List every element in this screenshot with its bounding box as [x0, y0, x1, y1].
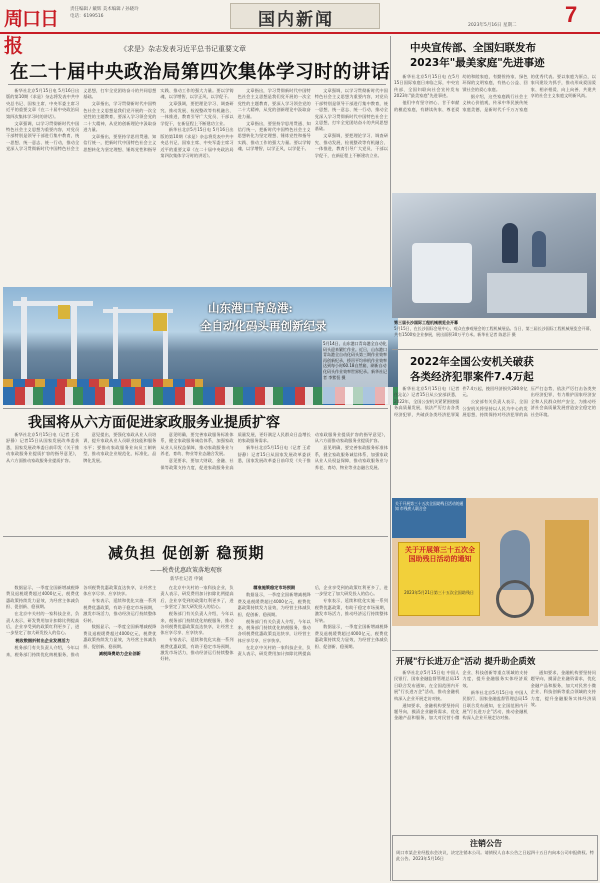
crane-cab	[153, 313, 167, 331]
person-figure	[532, 231, 546, 267]
lead-rule	[8, 84, 386, 85]
tax-paragraph: 在北京中关村的一家科技企业，负责人表示，研发费用加计扣除比例提高后，企业享受到的政策红利更多了，进一步坚定了加大研发投入的信心。	[160, 585, 234, 610]
crane-leg	[21, 297, 27, 387]
crane-cab	[58, 305, 70, 319]
section-rule	[3, 408, 388, 409]
port-headline-2: 全自动化码头再创新纪录	[200, 319, 327, 333]
tax-paragraph: 专家表示，延续和优化实施一系列税费优惠政策，有助于稳定市场预期，激发市场活力，推动经济运行持续整体好转。	[314, 598, 388, 623]
port-headline-1: 山东港口青岛港:	[208, 301, 293, 315]
lead-paragraph: 文章指出，学习贯彻新时代中国特色社会主义思想是我们党开展的一次全党性的主题教育，要深入学习领会党的二十大精神，从党的创新理论中汲取奋进力量。	[83, 101, 157, 132]
tax-section-head: 精准施策稳定市场预期	[253, 585, 296, 590]
bank-paragraph: 通知要求，金融机构要坚持问题导向，摸清企业融资需求，优化金融产品和服务，加大对民营小微企业、科技创新等重点领域的支持力度，提升金融服务实体经济质效。	[394, 670, 528, 721]
issue-date: 2023年5月16日 星期二	[468, 23, 517, 28]
section-rule	[3, 536, 388, 537]
crime-paragraph: 公安部有关负责人表示，全国公安机关将坚持以人民为中心的发展思想，持续保持对经济犯罪的高压严打态势，依法严厉打击各类突出经济犯罪，有力维护国家经济安全和人民群众财产安全，为推动经济社会高质量发展营造安全稳定的社会环境。	[462, 386, 596, 418]
tax-subhead: ——税费优惠政策落地观察	[150, 567, 223, 574]
poster-caption: 2023年5月21日第三十五次全国助残日	[404, 590, 474, 595]
tax-paragraph: 税务部门有关负责人介绍，今年以来，税务部门持续优化纳税服务，推动各项税费优惠政策直达快享，让经营主体应享尽享、应享快享。	[6, 585, 157, 657]
person-figure	[502, 223, 518, 263]
crane-boom	[13, 301, 93, 306]
expo-photo	[392, 193, 596, 318]
family-headline-1: 中央宣传部、全国妇联发布	[410, 42, 536, 54]
expo-caption-title: 第三届长沙国际工程机械展览会开幕	[394, 320, 458, 325]
tax-body	[6, 585, 388, 881]
section-rule	[392, 349, 598, 350]
phone-line: 电话：6199516	[70, 14, 104, 19]
poster-illustration	[545, 520, 589, 616]
service-paragraph: 意见提出，要强化家政从业人员培训，提升家政从业人员职业技能和服务水平；要推动家政服务业向员工制转型，推动家政企业规范化、标准化、品牌化发展。	[83, 432, 157, 463]
tax-paragraph: 数据显示，一季度全国新增减税降费及退税缓费超过4000亿元，税费优惠政策持续发力显效，为经营主体减负担、促创新、稳预期。	[314, 624, 388, 649]
machine-shape	[412, 243, 472, 303]
service-paragraph: 意见要求，要加大财政、金融、社保等政策支持力度，促进家政服务业高质量发展，更好满足人民群众日益增长的家政服务需求。	[160, 432, 311, 470]
crane-leg	[113, 307, 118, 387]
bank-paragraph: 通知要求，金融机构要坚持问题导向，摸清企业融资需求，优化金融产品和服务，加大对民营小微企业、科技创新等重点领域的支持力度，提升金融服务实体经济质效。	[530, 670, 596, 708]
notice-title: 注销公告	[470, 839, 502, 848]
crime-headline-1: 2022年全国公安机关破获	[410, 356, 534, 368]
tax-paragraph: 在北京中关村的一家科技企业，负责人表示，研发费用加计扣除比例提高后，企业享受到的政策红利更多了，进一步坚定了加大研发投入的信心。	[237, 585, 388, 657]
editor-line: 责任编辑 / 戴辉 美术编辑 / 孙晓玲	[70, 7, 139, 12]
column-divider	[390, 36, 391, 881]
family-headline-2: 2023年"最美家庭"先进事迹	[410, 57, 545, 69]
port-caption: 5月14日，山东港口青岛港全自动化码头迎来繁忙作业。近日，山东港口青岛港全自动化码头第三期作业效率再创新纪录，桥吊平均单机作业效率达到每小时60.18自然箱，刷新自动化码头作业效率世界纪录。新华社记者 李紫恒 摄	[322, 340, 388, 404]
tax-section-head: 减税降费助力企业创新	[98, 651, 141, 657]
machine-shape	[487, 273, 587, 313]
section-title: 国内新闻	[258, 10, 334, 30]
bank-body	[394, 670, 596, 830]
tax-headline: 减负担 促创新 稳预期	[108, 544, 265, 562]
service-paragraph: 意见明确，要完善家政服务标准体系，健全家政服务诚信体系，加强家政从业人员权益保障，推动家政服务业与养老、育幼、物业等业态融合发展。	[314, 445, 388, 470]
service-headline: 我国将从六方面促进家政服务业提质扩容	[28, 415, 280, 431]
bank-paragraph: 新华社北京5月15日电 中国人民银行、国家金融监督管理总局15日联合发布通知，在全国范围内开展"行长进万企"活动，推动金融机构深入企业开展走访对接。	[394, 670, 460, 701]
family-paragraph: 他们中有坚守初心、甘于奉献的模范家庭，有耕读传家、尊老爱幼的和睦家庭，有勤俭持家、绿色环保的文明家庭，有热心公益、回馈社会的爱心家庭。	[394, 74, 528, 112]
family-body	[394, 74, 596, 190]
tax-byline: 新华社记者 申铖	[170, 577, 203, 582]
lead-kicker: 《求是》杂志发表习近平总书记重要文章	[120, 45, 246, 53]
tax-section-head: 税收数据折射出企业发展活力	[15, 637, 70, 643]
bank-headline: 开展"行长进万企"活动 提升助企质效	[396, 657, 536, 667]
page-number: 7	[565, 2, 578, 27]
notice-text: 周口市某企业经股东会决议，决定注销本公司。请债权人自本公告之日起四十五日内向本公司申报债权。特此公告。2023年5月16日	[396, 850, 594, 862]
lead-paragraph: 文章指出，要坚持学思用贯通、知信行统一，把新时代中国特色社会主义思想转化为坚定理想、锤炼党性和指导实践、推动工作的强大力量。要以学铸魂，以学增智，以学正风，以学促干。	[83, 88, 234, 152]
service-paragraph: 新华社北京5月15日电（记者 王希 舒静）记者15日从国家发展改革委获悉，国家发展改革委日前印发《关于推动家政服务业提质扩容的指导意见》，从六方面推动家政服务业提质扩容。	[6, 432, 80, 463]
wheelchair-wheel	[496, 580, 534, 618]
tax-paragraph: 数据显示，一季度全国新增减税降费及退税缓费超过4000亿元，税费优惠政策持续发力显效，为经营主体减负担、促创新、稳预期。	[237, 592, 311, 617]
crime-body	[394, 386, 596, 494]
masthead-rule	[0, 32, 600, 34]
family-paragraph: 据介绍，这些家庭践行社会主义核心价值观，传承中华民族传统家庭美德，是新时代千千万万家庭的优秀代表。要以家庭为原点，以家风建设为抓手，推动形成爱国爱家、相亲相爱、向上向善、共建共享的社会主义家庭文明新风尚。	[462, 74, 596, 112]
service-paragraph: 意见明确，要完善家政服务标准体系，健全家政服务诚信体系，加强家政从业人员权益保障，推动家政服务业与养老、育幼、物业等业态融合发展。	[160, 432, 234, 457]
lead-headline: 在二十届中央政治局第四次集体学习时的讲话	[10, 62, 391, 83]
tax-paragraph: 税务部门有关负责人介绍，今年以来，税务部门持续优化纳税服务，推动各项税费优惠政策直达快享，让经营主体应享尽享、应享快享。	[237, 618, 311, 643]
poster-title: 关于开展第三十五次全国助残日活动的通知	[405, 546, 475, 563]
crane-leg	[71, 301, 77, 387]
newspaper-logo: 周口日报	[4, 8, 59, 57]
lead-body	[6, 88, 388, 284]
notice-ad-text: 关于开展第三十五次全国助残日活动的通知 市残疾人联合会	[395, 501, 464, 511]
crime-headline-2: 各类经济犯罪案件7.4万起	[410, 371, 534, 383]
tax-paragraph: 数据显示，一季度全国新增减税降费及退税缓费超过4000亿元，税费优惠政策持续发力显效，为经营主体减负担、促创新、稳预期。	[6, 585, 80, 610]
family-paragraph: 新华社北京5月15日电 在5月15日国际家庭日来临之际，中央宣传部、全国妇联向社会宣传发布2023年"最美家庭"先进事迹。	[394, 74, 460, 99]
container-stack	[3, 379, 203, 387]
lead-paragraph: 文章指出，学习贯彻新时代中国特色社会主义思想是我们党开展的一次全党性的主题教育，要深入学习领会党的二十大精神，从党的创新理论中汲取奋进力量。	[237, 88, 311, 119]
crime-paragraph: 新华社北京5月15日电（记者 任沁沁）记者15日从公安部获悉，2022年，全国公安机关紧紧围绕服务高质量发展，依法严厉打击各类经济犯罪，共破获各类经济犯罪案件7.4万起，挽回经济损失280余亿元。	[394, 386, 528, 417]
lead-paragraph: 文章强调，以学习贯彻新时代中国特色社会主义思想为重要内容，对党员干部特别是领导干部进行集中教育，统一思想、统一意志、统一行动，推动全党深入学习贯彻新时代中国特色社会主义思想，打牢全党团结奋斗的共同思想基础。	[314, 88, 388, 132]
expo-caption-text: 5月15日，在长沙国际会展中心，观众在参观展会的工程机械展品。当日，第三届长沙国际工程机械展览会开幕，共有1500家企业参展，展出面积30万平方米。新华社记者 陈思汗 摄	[394, 326, 594, 337]
tax-paragraph: 在北京中关村的一家科技企业，负责人表示，研发费用加计扣除比例提高后，企业享受到的政策红利更多了，进一步坚定了加大研发投入的信心。	[6, 611, 80, 636]
lead-paragraph: 新华社北京5月15日电 5月16日出版的第10期《求是》杂志将发表中共中央总书记、国家主席、中央军委主席习近平的重要文章《在二十届中央政治局第四次集体学习时的讲话》。	[160, 127, 234, 159]
lead-paragraph: 文章强调，以学习贯彻新时代中国特色社会主义思想为重要内容，对党员干部特别是领导干部进行集中教育，统一思想、统一意志、统一行动，推动全党深入学习贯彻新时代中国特色社会主义思想，打牢全党团结奋斗的共同思想基础。	[6, 88, 157, 152]
bank-paragraph: 新华社北京5月15日电 中国人民银行、国家金融监督管理总局15日联合发布通知，在全国范围内开展"行长进万企"活动，推动金融机构深入企业开展走访对接。	[462, 689, 528, 721]
section-rule	[392, 650, 598, 651]
tax-paragraph: 税务部门有关负责人介绍，今年以来，税务部门持续优化纳税服务，推动各项税费优惠政策直达快享，让经营主体应享尽享、应享快享。	[160, 611, 234, 636]
masthead-meta	[70, 6, 139, 20]
service-body	[6, 432, 388, 532]
lead-paragraph: 文章强调，要把理论学习、调查研究、推动发展、检视整改等有机融合、一体推进，教育引导广大党员、干部以学促干，在新征程上不断建功立业。	[160, 101, 234, 126]
lead-paragraph: 文章指出，要坚持学思用贯通、知信行统一，把新时代中国特色社会主义思想转化为坚定理想、锤炼党性和指导实践、推动工作的强大力量。要以学铸魂，以学增智，以学正风，以学促干。	[237, 120, 311, 152]
lead-paragraph: 新华社北京5月15日电 5月16日出版的第10期《求是》杂志将发表中共中央总书记、国家主席、中央军委主席习近平的重要文章《在二十届中央政治局第四次集体学习时的讲话》。	[6, 88, 80, 119]
tax-paragraph: 数据显示，一季度全国新增减税降费及退税缓费超过4000亿元，税费优惠政策持续发力显效，为经营主体减负担、促创新、稳预期。	[83, 624, 157, 649]
lead-paragraph: 文章强调，要把理论学习、调查研究、推动发展、检视整改等有机融合、一体推进，教育引导广大党员、干部以学促干，在新征程上不断建功立业。	[314, 133, 388, 158]
service-paragraph: 新华社北京5月15日电（记者 王希 舒静）记者15日从国家发展改革委获悉，国家发展改革委日前印发《关于推动家政服务业提质扩容的指导意见》，从六方面推动家政服务业提质扩容。	[237, 432, 388, 464]
tax-paragraph: 专家表示，延续和优化实施一系列税费优惠政策，有助于稳定市场预期，激发市场活力，推动经济运行持续整体好转。	[160, 637, 234, 662]
tax-paragraph: 专家表示，延续和优化实施一系列税费优惠政策，有助于稳定市场预期，激发市场活力，推动经济运行持续整体好转。	[83, 598, 157, 623]
